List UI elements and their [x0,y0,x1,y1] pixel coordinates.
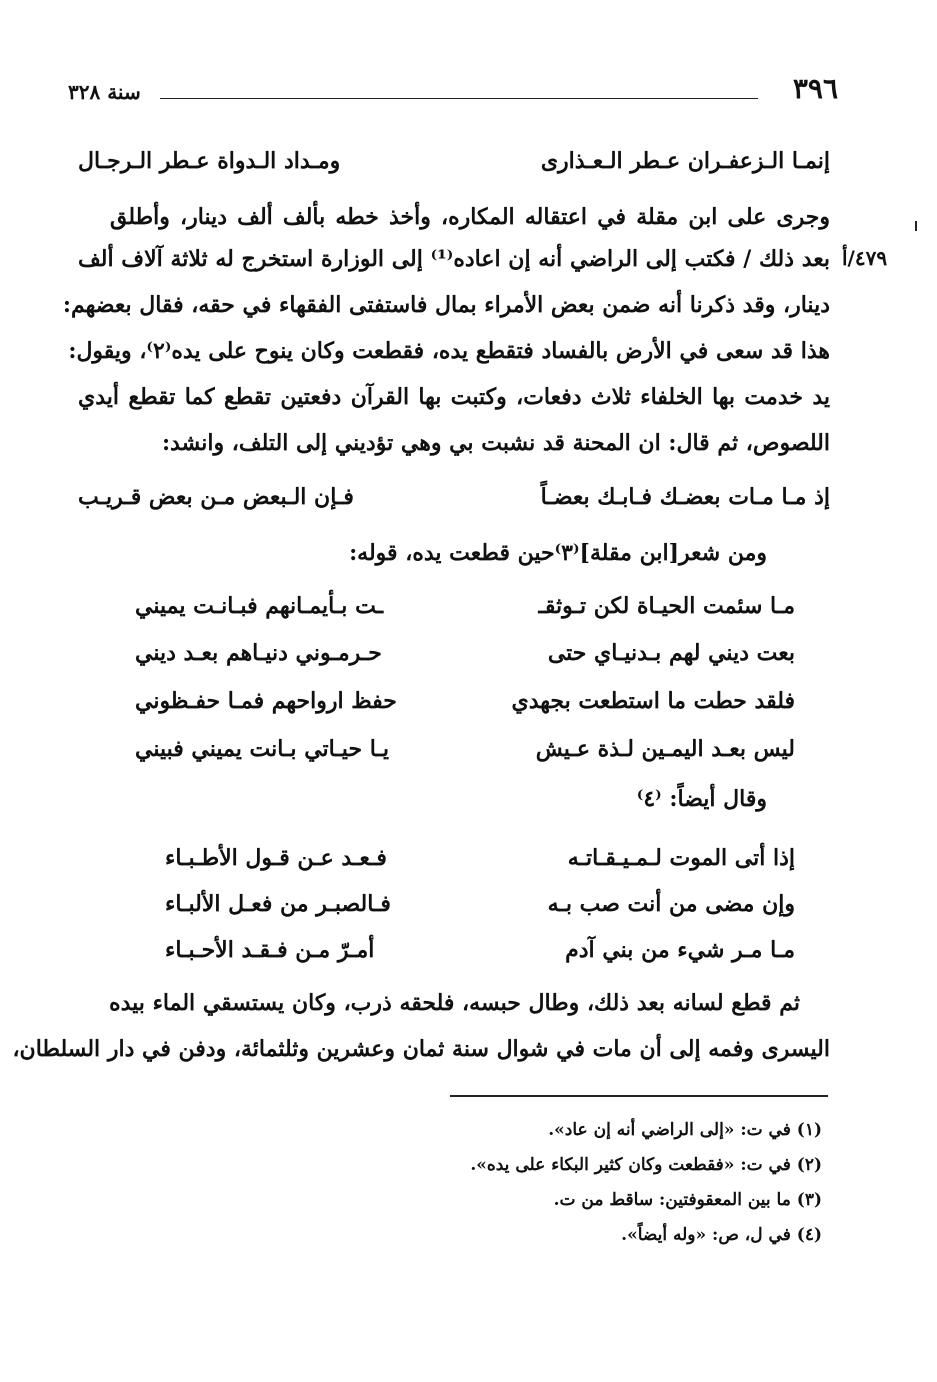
prose-line: هذا قد سعى في الأرض بالفساد فتقطع يده، فقطعت وكان ينوح على يده⁽٢⁾، ويقول: [68,338,830,364]
poem-line [165,845,795,889]
footnote: (١) في ت: «إلى الراضي أنه إن عاد». [548,1120,822,1140]
footnote: (٢) في ت: «فقطعت وكان كثير البكاء على يده». [470,1155,822,1175]
footnote: (٣) ما بين المعقوفتين: ساقط من ت. [553,1190,822,1210]
running-header [68,70,838,110]
poem-line [135,593,795,637]
footnote-rule [450,1095,828,1097]
poem-hemistich-right: بعت ديني لهم بـدنيـاي حتى [547,640,795,666]
prose-line: ثم قطع لسانه بعد ذلك، وطال حبسه، فلحقه ذرب، وكان يستسقي الماء بيده [109,990,800,1016]
prose-line: يد خدمت بها الخلفاء ثلاث دفعات، وكتبت بها القرآن دفعتين تقطع كما تقطع أيدي [78,384,830,410]
prose-line: دينار، وقد ذكرنا أنه ضمن بعض الأمراء بمال فاستفتى الفقهاء في حقه، فقال بعضهم: [62,292,830,318]
prose-line: اللصوص، ثم قال: ان المحنة قد نشبت بي وهي تؤديني إلى التلف، وانشد: [161,430,830,456]
header-rule [160,98,758,99]
poem-hemistich-left: فـالصبـر من فعـل الألبـاء [165,891,391,917]
margin-folio: ٤٧٩/أ [842,246,888,270]
footnote: (٤) في ل، ص: «وله أيضاً». [621,1225,822,1245]
prose-line: اليسرى وفمه إلى أن مات في شوال سنة ثمان وعشرين وثلثمائة، ودفن في دار السلطان، [12,1036,830,1062]
poem-line [165,937,795,981]
prose-line: بعد ذلك / فكتب إلى الراضي أنه إن اعاده⁽¹⁾ إلى الوزارة استخرج له ثلاثة آلاف ألف [78,246,830,272]
verse-hemistich-right: إنمـا الـزعفـران عـطر الـعـذارى [540,148,830,174]
page-number: ٣٩٦ [792,72,838,105]
verse-line [78,484,830,528]
poem-line [165,891,795,935]
prose-line: وجرى على ابن مقلة في اعتقاله المكاره، وأخذ خطه بألف ألف دينار، وأطلق [110,204,830,230]
margin-tick [915,221,917,231]
poem-hemistich-left: فـعـد عـن قـول الأطـبـاء [165,845,387,871]
poem-hemistich-left: أمـرّ مـن فـقـد الأحـبـاء [165,937,375,963]
poem-hemistich-right: وإن مضى من أنت صب بـه [547,891,795,917]
poem-hemistich-left: حـرمـوني دنيـاهم بعـد ديني [135,640,382,666]
poem-line [135,640,795,684]
verse-line [78,148,830,192]
poem-intro: ومن شعر[ابن مقلة]⁽٣⁾حين قطعت يده، قوله: [349,540,767,566]
year-label: سنة ٣٢٨ [68,80,141,104]
poem-line [135,736,795,780]
verse-hemistich-left: ومـداد الـدواة عـطر الـرجـال [78,148,341,174]
poem-hemistich-right: ليس بعـد اليمـين لـذة عـيش [535,736,795,762]
poem-hemistich-right: مـا سئمت الحيـاة لكن تـوثقـ [538,593,795,619]
verse-hemistich-left: فـإن الـبعض مـن بعض قـريـب [78,484,354,510]
poem-line [135,688,795,732]
poem-intro: وقال أيضاً: ⁽٤⁾ [636,786,767,812]
poem-hemistich-right: مـا مـر شيء من بني آدم [565,937,795,963]
poem-hemistich-left: يـا حيـاتي بـانت يميني فبيني [135,736,389,762]
verse-hemistich-right: إذ مـا مـات بعضـك فـابـك بعضـاً [540,484,830,510]
poem-hemistich-left: ـت بـأيمـانهم فبـانـت يميني [135,593,384,619]
poem-hemistich-right: فلقد حطت ما استطعت بجهدي [511,688,795,714]
poem-hemistich-left: حفظ ارواحهم فمـا حفـظوني [135,688,397,714]
poem-hemistich-right: إذا أتى الموت لـمـيـقـاتـه [567,845,795,871]
